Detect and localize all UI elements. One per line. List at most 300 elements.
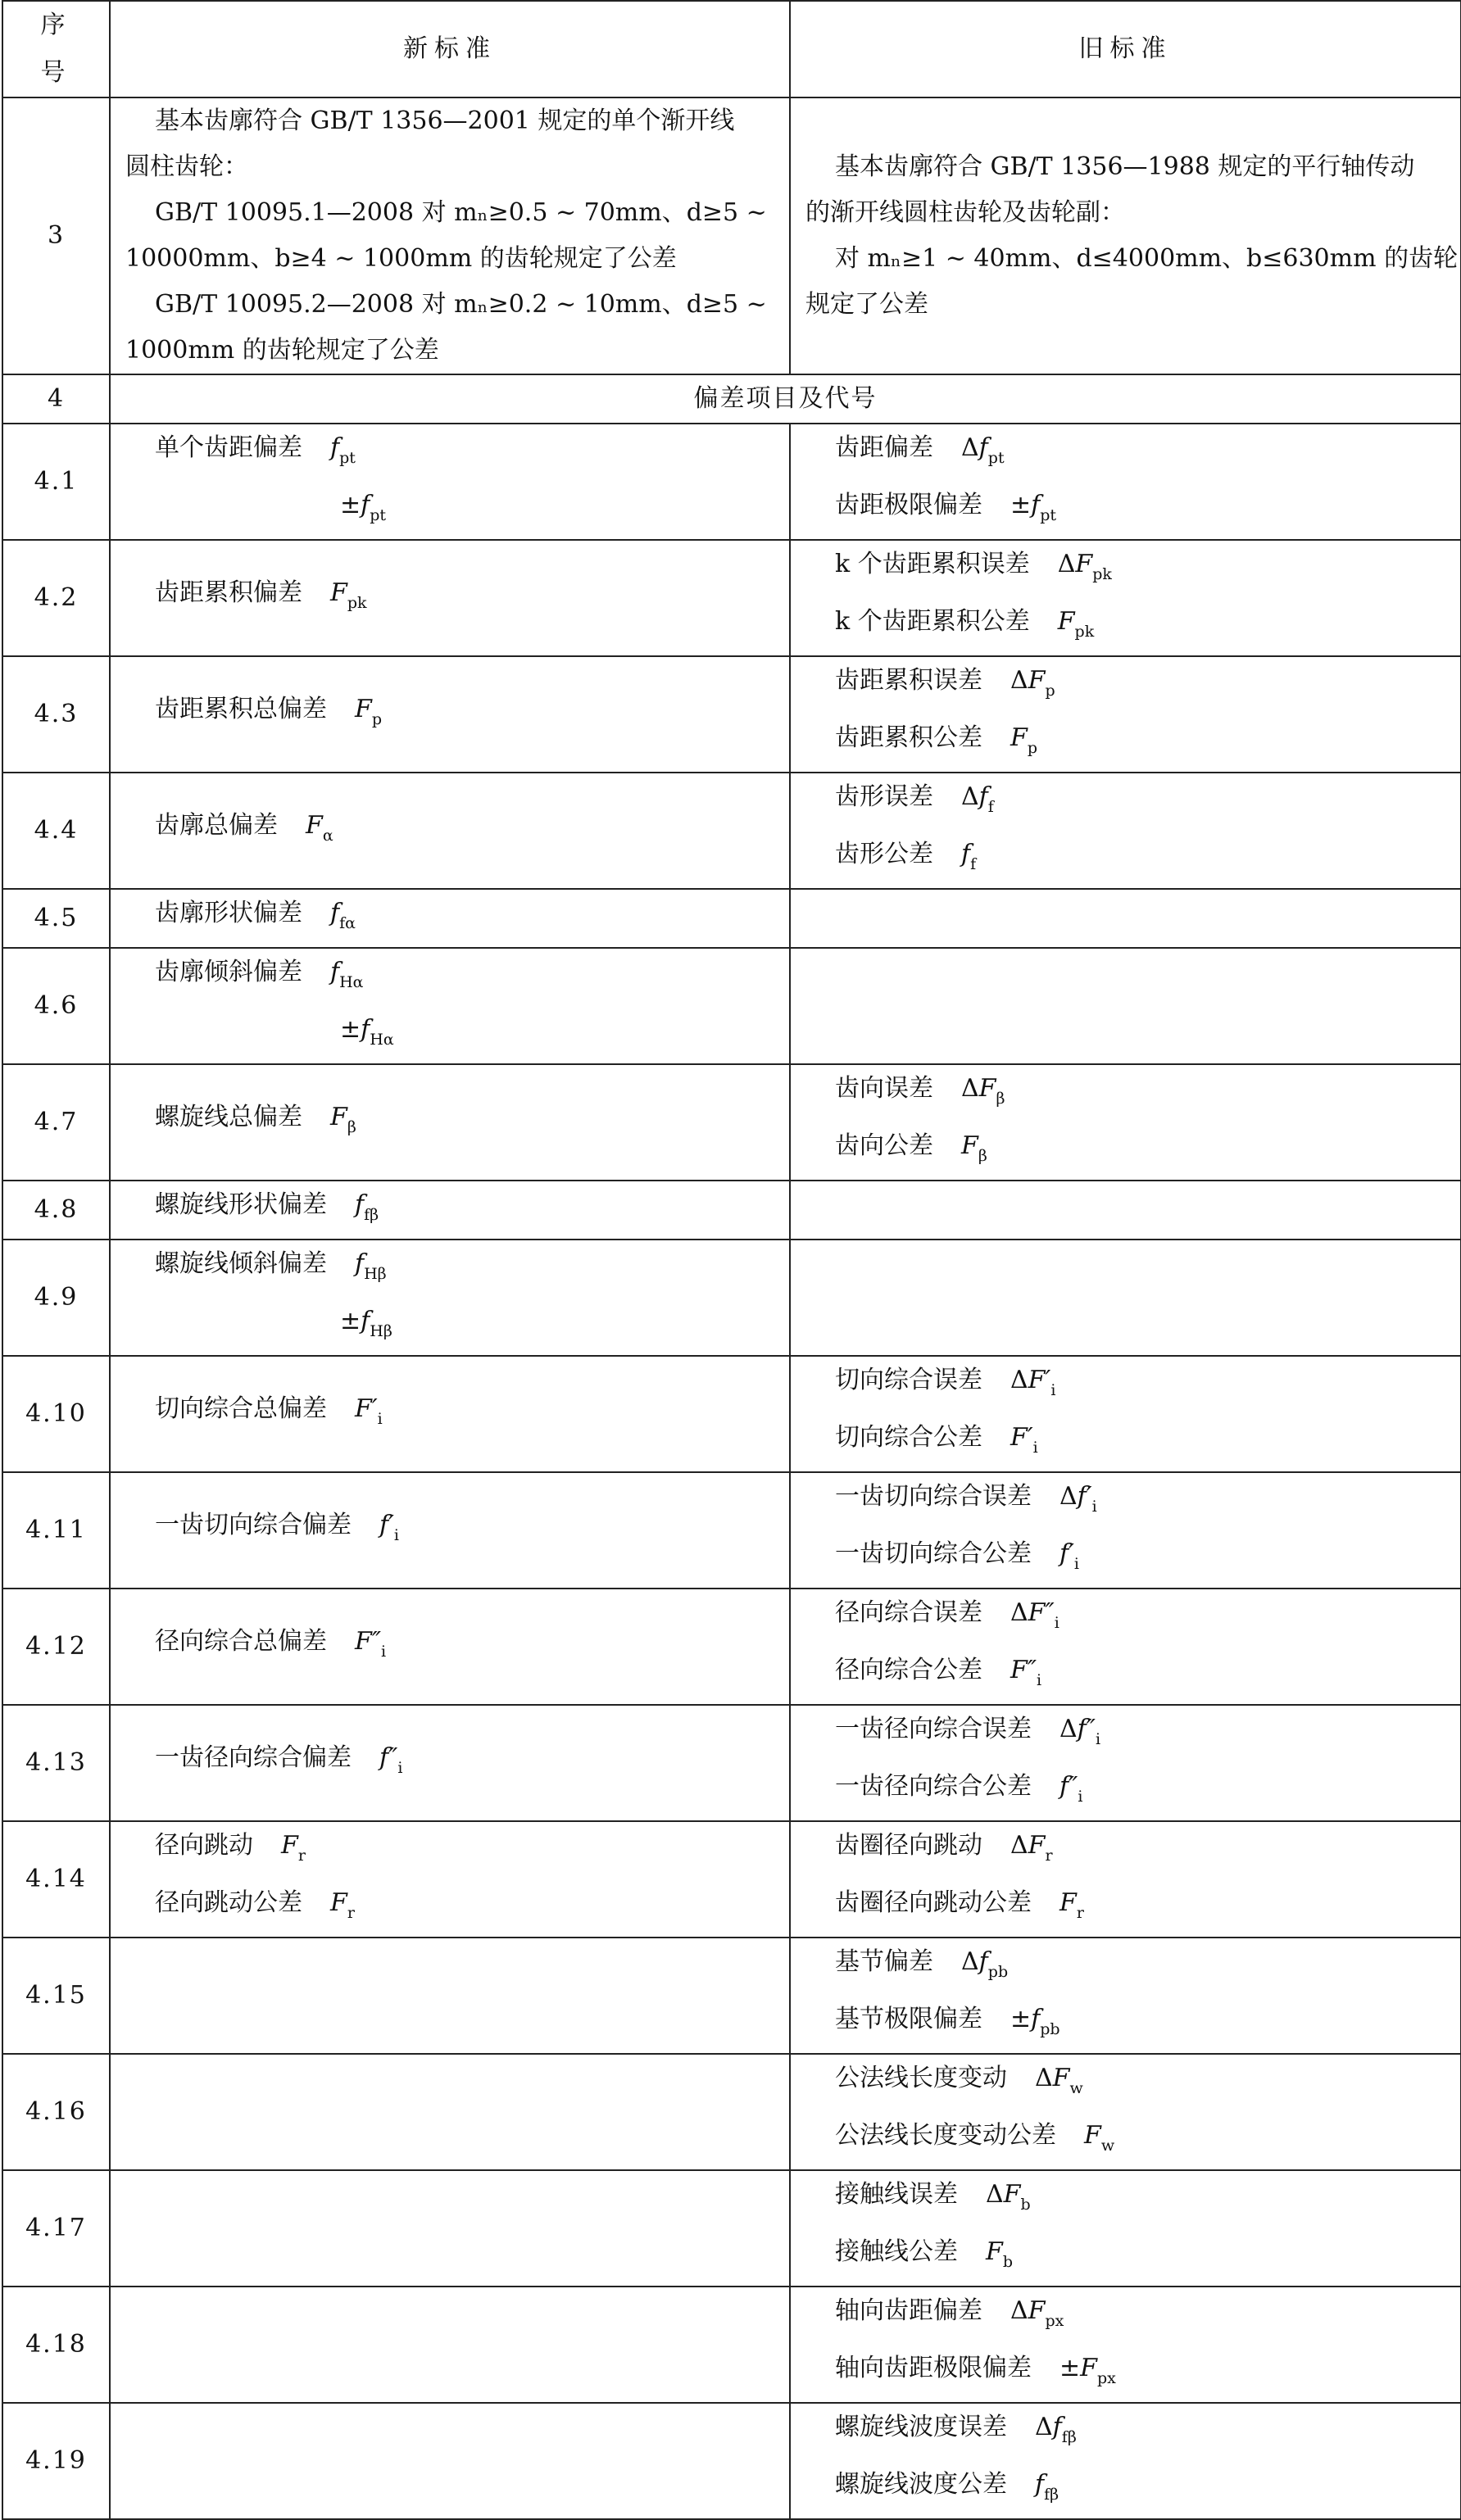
deviation-symbol: f [1031, 2005, 1041, 2033]
symbol-prefix: Δ [986, 2180, 1004, 2209]
symbol-subscript: Hβ [370, 1322, 392, 1340]
row-number: 4.9 [2, 1240, 110, 1356]
row-number: 4.10 [2, 1356, 110, 1472]
deviation-entry [805, 714, 1445, 772]
text-line: 的渐开线圆柱齿轮及齿轮副： [805, 198, 1125, 227]
symbol-subscript: pk [347, 594, 367, 612]
deviation-row [2, 773, 1461, 889]
row-number: 4.3 [2, 656, 110, 773]
deviation-label: 基节偏差 [835, 1947, 933, 1976]
row-number: 3 [2, 97, 110, 374]
symbol-subscript: w [1100, 2137, 1115, 2155]
deviation-symbol: F [281, 1831, 298, 1860]
deviation-entry [805, 1122, 1445, 1180]
new-standard-cell [110, 1181, 790, 1240]
deviation-entry [125, 1502, 774, 1559]
new-standard-cell [110, 656, 790, 773]
deviation-label: 切向综合误差 [835, 1366, 982, 1394]
symbol-subscript: px [1045, 2312, 1064, 2330]
deviation-entry [805, 1996, 1445, 2053]
deviation-label: 单个齿距偏差 [155, 433, 302, 462]
deviation-label: 齿向公差 [835, 1131, 933, 1160]
deviation-symbol: f [355, 1249, 365, 1278]
deviation-row [2, 1181, 1461, 1240]
deviation-symbol: F [1003, 2180, 1021, 2209]
old-standard-scope [790, 97, 1461, 374]
deviation-entry [125, 1298, 774, 1355]
deviation-entry [125, 1879, 774, 1937]
old-standard-cell [790, 889, 1461, 948]
new-standard-cell [110, 2403, 790, 2519]
deviation-entry [805, 424, 1445, 482]
symbol-prefix: Δ [961, 782, 979, 811]
deviation-row [2, 889, 1461, 948]
deviation-row [2, 1240, 1461, 1356]
deviation-label: 切向综合公差 [835, 1423, 982, 1452]
new-standard-cell [110, 948, 790, 1064]
deviation-symbol: F [1080, 2354, 1097, 2382]
symbol-subscript: i [393, 1526, 399, 1544]
header-no: 序 号 [2, 1, 110, 97]
deviation-label: 螺旋线波度公差 [835, 2470, 1007, 2499]
deviation-row [2, 1589, 1461, 1705]
deviation-entry [125, 1006, 774, 1063]
symbol-prefix: Δ [961, 433, 979, 462]
deviation-entry [805, 1589, 1445, 1647]
symbol-prefix: Δ [1010, 1366, 1028, 1394]
deviation-entry [805, 598, 1445, 655]
row-number: 4.17 [2, 2170, 110, 2287]
deviation-row [2, 1821, 1461, 1938]
deviation-symbol: F [306, 811, 323, 840]
symbol-subscript: i [1050, 1381, 1056, 1399]
deviation-entry [125, 1181, 774, 1239]
deviation-label: 公法线长度变动 [835, 2064, 1007, 2092]
symbol-prefix: Δ [1057, 550, 1076, 578]
new-standard-cell [110, 1705, 790, 1821]
deviation-symbol: F [1084, 2121, 1101, 2150]
symbol-subscript: pb [987, 1963, 1009, 1981]
symbol-subscript: i [1073, 1555, 1079, 1573]
row-number: 4.14 [2, 1821, 110, 1938]
symbol-prefix: Δ [1010, 666, 1028, 695]
deviation-label: 径向综合误差 [835, 1598, 982, 1627]
old-standard-cell [790, 2054, 1461, 2170]
deviation-row [2, 656, 1461, 773]
symbol-subscript: Hα [339, 973, 364, 991]
deviation-entry [805, 2404, 1445, 2461]
header-row [2, 1, 1461, 97]
deviation-symbol: f [330, 899, 340, 927]
deviation-symbol: F″ [1010, 1656, 1037, 1684]
header-old-standard: 旧标准 [790, 1, 1461, 97]
deviation-entry [125, 424, 774, 482]
deviation-entry [805, 1938, 1445, 1996]
row-number: 4.19 [2, 2403, 110, 2519]
deviation-symbol: f [330, 433, 340, 462]
deviation-symbol: F [1075, 550, 1093, 578]
deviation-entry [805, 1414, 1445, 1471]
deviation-entry [125, 569, 774, 627]
symbol-subscript: i [377, 1410, 383, 1428]
deviation-symbol: f [978, 782, 988, 811]
symbol-subscript: pt [1040, 506, 1057, 524]
old-standard-cell [790, 1356, 1461, 1472]
deviation-row [2, 948, 1461, 1064]
new-standard-cell [110, 1064, 790, 1181]
deviation-label: 一齿径向综合偏差 [155, 1743, 352, 1772]
symbol-prefix: Δ [1059, 1482, 1078, 1511]
symbol-subscript: i [1037, 1671, 1042, 1689]
deviation-label: 轴向齿距偏差 [835, 2296, 982, 2325]
deviation-symbol: f″ [1059, 1772, 1078, 1801]
deviation-symbol: F [1028, 1831, 1046, 1860]
deviation-label: 切向综合总偏差 [155, 1394, 327, 1423]
old-standard-cell [790, 1472, 1461, 1589]
deviation-symbol: F [1028, 2296, 1046, 2325]
symbol-subscript: i [1078, 1788, 1083, 1806]
old-standard-cell [790, 1938, 1461, 2054]
section-title: 偏差项目及代号 [110, 374, 1461, 424]
symbol-subscript: w [1069, 2079, 1083, 2097]
deviation-label: 螺旋线波度误差 [835, 2413, 1007, 2441]
deviation-label: 径向跳动 [155, 1831, 253, 1860]
symbol-subscript: fα [339, 914, 356, 932]
symbol-subscript: i [1054, 1614, 1059, 1632]
deviation-entry [805, 1822, 1445, 1879]
new-standard-cell [110, 1472, 790, 1589]
deviation-entry [805, 482, 1445, 539]
new-standard-cell [110, 1589, 790, 1705]
old-standard-cell [790, 1240, 1461, 1356]
new-standard-cell [110, 773, 790, 889]
deviation-row [2, 2170, 1461, 2287]
deviation-entry [805, 2345, 1445, 2402]
deviation-label: 齿廓倾斜偏差 [155, 958, 302, 986]
symbol-prefix: Δ [961, 1074, 979, 1103]
old-standard-cell [790, 2170, 1461, 2287]
deviation-label: 齿形误差 [835, 782, 933, 811]
symbol-subscript: r [297, 1847, 306, 1865]
deviation-entry [805, 1763, 1445, 1820]
standards-comparison-table [2, 0, 1461, 2520]
old-standard-cell [790, 1589, 1461, 1705]
deviation-label: 齿圈径向跳动 [835, 1831, 982, 1860]
deviation-symbol: f′ [1077, 1482, 1092, 1511]
symbol-subscript: p [1027, 739, 1037, 757]
text-line: 规定了公差 [805, 290, 928, 319]
deviation-symbol: F [1052, 2064, 1070, 2092]
deviation-label: 齿形公差 [835, 840, 933, 868]
symbol-subscript: β [347, 1118, 356, 1136]
deviation-symbol: f′ [1059, 1539, 1074, 1568]
symbol-subscript: pk [1074, 623, 1095, 641]
deviation-entry [125, 1240, 774, 1298]
deviation-label: 齿廓形状偏差 [155, 899, 302, 927]
row-4 [2, 374, 1461, 424]
deviation-symbol: F [1059, 1888, 1077, 1917]
symbol-prefix: Δ [1010, 1831, 1028, 1860]
deviation-label: 一齿切向综合误差 [835, 1482, 1032, 1511]
row-number: 4.13 [2, 1705, 110, 1821]
symbol-subscript: pb [1040, 2020, 1060, 2038]
row-number: 4.1 [2, 424, 110, 540]
deviation-label: 一齿切向综合公差 [835, 1539, 1032, 1568]
new-standard-cell [110, 424, 790, 540]
symbol-subscript: f [970, 855, 977, 873]
deviation-label: 齿距极限偏差 [835, 491, 982, 519]
old-standard-cell [790, 1705, 1461, 1821]
row-number: 4.12 [2, 1589, 110, 1705]
deviation-label: 齿距偏差 [835, 433, 933, 462]
symbol-subscript: pt [370, 506, 387, 524]
deviation-label: 一齿切向综合偏差 [155, 1511, 352, 1539]
symbol-subscript: pk [1092, 565, 1112, 583]
old-standard-cell [790, 424, 1461, 540]
row-number: 4.4 [2, 773, 110, 889]
row-number: 4.2 [2, 540, 110, 656]
deviation-symbol: F [986, 2237, 1003, 2266]
deviation-label: k 个齿距累积误差 [835, 550, 1030, 578]
symbol-prefix: ± [1010, 2005, 1032, 2033]
symbol-subscript: r [347, 1904, 355, 1922]
row-number: 4.6 [2, 948, 110, 1064]
deviation-symbol: f″ [1077, 1715, 1096, 1743]
deviation-label: 齿圈径向跳动公差 [835, 1888, 1032, 1917]
deviation-entry [805, 2228, 1445, 2286]
symbol-subscript: pt [339, 449, 356, 467]
deviation-entry [125, 1385, 774, 1443]
deviation-symbol: f [361, 1307, 370, 1335]
deviation-row [2, 2054, 1461, 2170]
symbol-prefix: ± [1059, 2354, 1081, 2382]
symbol-subscript: i [1095, 1730, 1101, 1748]
old-standard-cell [790, 2403, 1461, 2519]
deviation-entry [805, 1473, 1445, 1530]
text-line: 10000mm、b≥4 ~ 1000mm 的齿轮规定了公差 [125, 244, 677, 273]
deviation-entry [805, 2461, 1445, 2518]
deviation-label: 径向综合公差 [835, 1656, 982, 1684]
old-standard-cell [790, 540, 1461, 656]
deviation-label: k 个齿距累积公差 [835, 607, 1030, 636]
old-standard-cell [790, 656, 1461, 773]
deviation-entry [125, 949, 774, 1006]
new-standard-cell [110, 2054, 790, 2170]
deviation-entry [125, 1094, 774, 1151]
deviation-symbol: F [1010, 723, 1028, 752]
deviation-label: 接触线误差 [835, 2180, 958, 2209]
symbol-subscript: px [1096, 2369, 1116, 2387]
deviation-row [2, 1938, 1461, 2054]
old-standard-cell [790, 1181, 1461, 1240]
symbol-prefix: ± [340, 1015, 361, 1044]
deviation-entry [805, 2171, 1445, 2228]
deviation-symbol: F [355, 695, 372, 723]
deviation-symbol: F′ [1010, 1423, 1033, 1452]
symbol-subscript: Hβ [364, 1265, 387, 1283]
deviation-symbol: F [978, 1074, 996, 1103]
old-standard-cell [790, 948, 1461, 1064]
deviation-symbol: f [330, 958, 340, 986]
deviation-entry [805, 2112, 1445, 2169]
deviation-entry [125, 686, 774, 743]
row-number: 4.16 [2, 2054, 110, 2170]
deviation-row [2, 1705, 1461, 1821]
deviation-label: 轴向齿距极限偏差 [835, 2354, 1032, 2382]
deviation-symbol: F [330, 1103, 347, 1131]
deviation-entry [805, 1706, 1445, 1763]
row-number: 4.8 [2, 1181, 110, 1240]
deviation-label: 径向综合总偏差 [155, 1627, 327, 1656]
deviation-entry [805, 831, 1445, 888]
symbol-prefix: ± [340, 491, 361, 519]
deviation-row [2, 1472, 1461, 1589]
new-standard-cell [110, 2287, 790, 2403]
deviation-entry [125, 802, 774, 859]
deviation-symbol: F′ [355, 1394, 378, 1423]
deviation-symbol: f′ [379, 1511, 394, 1539]
deviation-entry [805, 1879, 1445, 1937]
symbol-subscript: r [1045, 1847, 1053, 1865]
deviation-label: 径向跳动公差 [155, 1888, 302, 1917]
deviation-symbol: F″ [355, 1627, 382, 1656]
symbol-prefix: Δ [961, 1947, 979, 1976]
text-line: 基本齿廓符合 GB/T 1356—2001 规定的单个渐开线 [155, 107, 735, 135]
symbol-subscript: b [1002, 2253, 1013, 2271]
symbol-subscript: Hα [370, 1031, 394, 1049]
header-new-standard: 新标准 [110, 1, 790, 97]
deviation-entry [805, 773, 1445, 831]
symbol-subscript: fβ [1044, 2486, 1059, 2504]
symbol-prefix: ± [1010, 491, 1032, 519]
deviation-symbol: f″ [379, 1743, 398, 1772]
new-standard-cell [110, 889, 790, 948]
deviation-symbol: F′ [1028, 1366, 1051, 1394]
deviation-label: 齿廓总偏差 [155, 811, 278, 840]
symbol-subscript: p [1045, 682, 1055, 700]
deviation-entry [125, 1822, 774, 1879]
symbol-subscript: p [371, 710, 382, 728]
symbol-subscript: i [1032, 1439, 1038, 1457]
new-standard-cell [110, 1821, 790, 1938]
deviation-symbol: f [978, 1947, 988, 1976]
deviation-symbol: f [355, 1190, 365, 1219]
symbol-subscript: i [1091, 1498, 1097, 1516]
old-standard-cell [790, 2287, 1461, 2403]
new-standard-scope [110, 97, 790, 374]
row-number: 4.5 [2, 889, 110, 948]
text-line: GB/T 10095.1—2008 对 mₙ≥0.5 ~ 70mm、d≥5 ~ [155, 198, 767, 227]
text-line: 1000mm 的齿轮规定了公差 [125, 336, 439, 365]
new-standard-cell [110, 1938, 790, 2054]
deviation-label: 齿向误差 [835, 1074, 933, 1103]
deviation-symbol: F [330, 1888, 347, 1917]
symbol-subscript: fβ [364, 1206, 379, 1224]
deviation-entry [805, 1647, 1445, 1704]
deviation-entry [805, 2055, 1445, 2112]
row-number: 4.15 [2, 1938, 110, 2054]
symbol-subscript: β [996, 1090, 1005, 1108]
deviation-row [2, 2287, 1461, 2403]
text-line: 基本齿廓符合 GB/T 1356—1988 规定的平行轴传动 [835, 152, 1415, 181]
deviation-row [2, 1356, 1461, 1472]
row-number: 4.7 [2, 1064, 110, 1181]
deviation-label: 螺旋线总偏差 [155, 1103, 302, 1131]
deviation-label: 齿距累积公差 [835, 723, 982, 752]
deviation-row [2, 1064, 1461, 1181]
deviation-label: 一齿径向综合误差 [835, 1715, 1032, 1743]
deviation-row [2, 540, 1461, 656]
deviation-label: 接触线公差 [835, 2237, 958, 2266]
deviation-label: 齿距累积误差 [835, 666, 982, 695]
symbol-subscript: b [1020, 2196, 1031, 2214]
symbol-subscript: i [397, 1759, 403, 1777]
deviation-label: 齿距累积总偏差 [155, 695, 327, 723]
text-line: GB/T 10095.2—2008 对 mₙ≥0.2 ~ 10mm、d≥5 ~ [155, 290, 767, 319]
row-number: 4.11 [2, 1472, 110, 1589]
symbol-subscript: r [1076, 1904, 1084, 1922]
symbol-subscript: i [381, 1643, 387, 1661]
deviation-label: 齿距累积偏差 [155, 578, 302, 607]
deviation-label: 螺旋线倾斜偏差 [155, 1249, 327, 1278]
symbol-subscript: fβ [1061, 2428, 1077, 2446]
deviation-label: 基节极限偏差 [835, 2005, 982, 2033]
new-standard-cell [110, 2170, 790, 2287]
deviation-symbol: f [361, 1015, 370, 1044]
deviation-entry [125, 1618, 774, 1675]
new-standard-cell [110, 1356, 790, 1472]
new-standard-cell [110, 1240, 790, 1356]
symbol-prefix: Δ [1010, 2296, 1028, 2325]
deviation-entry [805, 657, 1445, 714]
deviation-label: 一齿径向综合公差 [835, 1772, 1032, 1801]
deviation-entry [805, 1357, 1445, 1414]
text-line: 对 mₙ≥1 ~ 40mm、d≤4000mm、b≤630mm 的齿轮 [835, 244, 1459, 273]
deviation-symbol: F [1028, 666, 1046, 695]
symbol-subscript: f [987, 798, 994, 816]
old-standard-cell [790, 1064, 1461, 1181]
deviation-row [2, 424, 1461, 540]
deviation-label: 螺旋线形状偏差 [155, 1190, 327, 1219]
symbol-prefix: ± [340, 1307, 361, 1335]
symbol-subscript: pt [987, 449, 1005, 467]
deviation-entry [125, 890, 774, 947]
deviation-symbol: F [330, 578, 347, 607]
symbol-prefix: Δ [1035, 2064, 1053, 2092]
deviation-symbol: f [361, 491, 370, 519]
deviation-symbol: F [1057, 607, 1075, 636]
deviation-symbol: f [1052, 2413, 1062, 2441]
deviation-symbol: f [1031, 491, 1041, 519]
deviation-symbol: f [1035, 2470, 1045, 2499]
symbol-subscript: β [978, 1147, 987, 1165]
new-standard-cell [110, 540, 790, 656]
symbol-prefix: Δ [1059, 1715, 1078, 1743]
deviation-row [2, 2403, 1461, 2519]
symbol-prefix: Δ [1010, 1598, 1028, 1627]
symbol-prefix: Δ [1035, 2413, 1053, 2441]
row-number: 4 [2, 374, 110, 424]
deviation-symbol: f [978, 433, 988, 462]
old-standard-cell [790, 1821, 1461, 1938]
deviation-entry [125, 1734, 774, 1792]
row-number: 4.18 [2, 2287, 110, 2403]
text-line: 圆柱齿轮： [125, 152, 248, 181]
deviation-entry [805, 1530, 1445, 1588]
deviation-label: 公法线长度变动公差 [835, 2121, 1056, 2150]
row-3 [2, 97, 1461, 374]
deviation-symbol: F [961, 1131, 978, 1160]
